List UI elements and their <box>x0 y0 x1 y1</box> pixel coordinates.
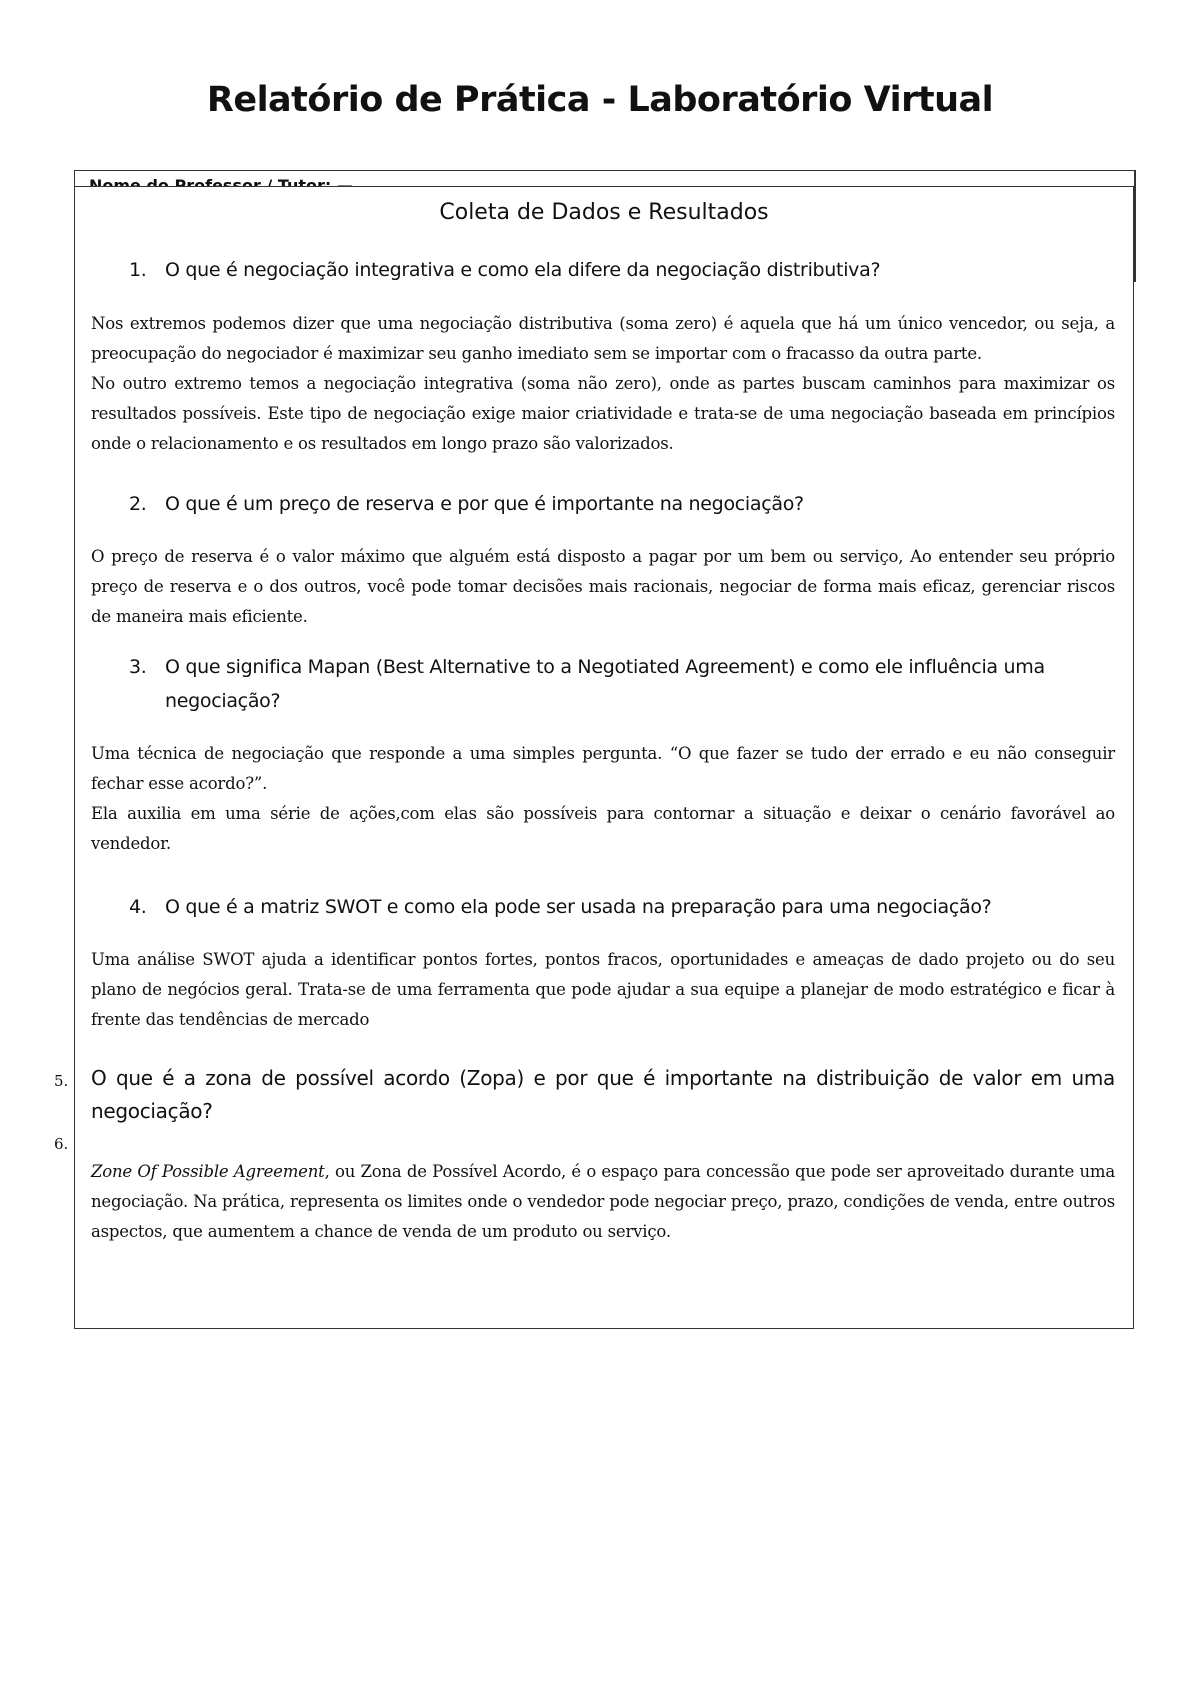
answer-1 <box>91 309 1115 459</box>
question-2 <box>129 487 1119 521</box>
answer-2 <box>91 542 1115 632</box>
page-title: Relatório de Prática - Laboratório Virtual <box>206 80 994 120</box>
question-number: 2. <box>129 493 147 515</box>
answer-text: , ou Zona de Possível Acordo, é o espaço para concessão que pode ser aproveitado durante uma negociação. Na prática, representa os limites onde o vendedor pode negociar preço, prazo, condições de venda, entre outros aspectos, que aumentem a chance de venda de um produto ou serviço. <box>91 1162 1115 1241</box>
question-text: O que significa Mapan (Best Alternative to a Negotiated Agreement) e como ele influência uma negociação? <box>165 656 1045 712</box>
answer-5 <box>91 1157 1115 1247</box>
question-5-number: 5. <box>54 1072 69 1090</box>
answer-paragraph: No outro extremo temos a negociação integrativa (soma não zero), onde as partes buscam caminhos para maximizar os resultados possíveis. Este tipo de negociação exige maior criatividade e trata-se de uma negociação baseada em princípios onde o relacionamento e os resultados em longo prazo são valorizados. <box>91 374 1115 453</box>
answer-paragraph <box>91 1157 1115 1247</box>
answer-3 <box>91 739 1115 859</box>
question-3 <box>129 650 1119 718</box>
answer-paragraph: Ela auxilia em uma série de ações,com elas são possíveis para contornar a situação e deixar o cenário favorável ao vendedor. <box>91 804 1115 853</box>
results-box <box>74 186 1134 1329</box>
question-4 <box>129 890 1119 924</box>
answer-4 <box>91 945 1115 1035</box>
question-text: O que é a matriz SWOT e como ela pode ser usada na preparação para uma negociação? <box>165 896 992 918</box>
question-1 <box>129 253 1119 287</box>
answer-paragraph: Uma análise SWOT ajuda a identificar pontos fortes, pontos fracos, oportunidades e ameaças de dado projeto ou do seu plano de negócios geral. Trata-se de uma ferramenta que pode ajudar a sua equipe a planejar de modo estratégico e ficar à frente das tendências de mercado <box>91 950 1115 1029</box>
answer-paragraph: Uma técnica de negociação que responde a uma simples pergunta. “O que fazer se tudo der errado e eu não conseguir fechar esse acordo?”. <box>91 744 1115 793</box>
question-number: 4. <box>129 896 147 918</box>
question-5-text: O que é a zona de possível acordo (Zopa) e por que é importante na distribuição de valor em uma negociação? <box>91 1066 1115 1123</box>
question-text: O que é um preço de reserva e por que é importante na negociação? <box>165 493 804 515</box>
answer-paragraph: Nos extremos podemos dizer que uma negociação distributiva (soma zero) é aquela que há um único vencedor, ou seja, a preocupação do negociador é maximizar seu ganho imediato sem se importar com o fracasso da outra parte. <box>91 314 1115 363</box>
question-number: 3. <box>129 656 147 678</box>
answer-emphasis: Zone Of Possible Agreement <box>91 1162 325 1181</box>
question-text: O que é negociação integrativa e como ela difere da negociação distributiva? <box>165 259 881 281</box>
answer-paragraph: O preço de reserva é o valor máximo que alguém está disposto a pagar por um bem ou serviço, Ao entender seu próprio preço de reserva e o dos outros, você pode tomar decisões mais racionais, negociar de forma mais eficaz, gerenciar riscos de maneira mais eficiente. <box>91 547 1115 626</box>
question-number: 1. <box>129 259 147 281</box>
list-number-6: 6. <box>54 1135 69 1153</box>
section-heading: Coleta de Dados e Resultados <box>439 200 769 225</box>
